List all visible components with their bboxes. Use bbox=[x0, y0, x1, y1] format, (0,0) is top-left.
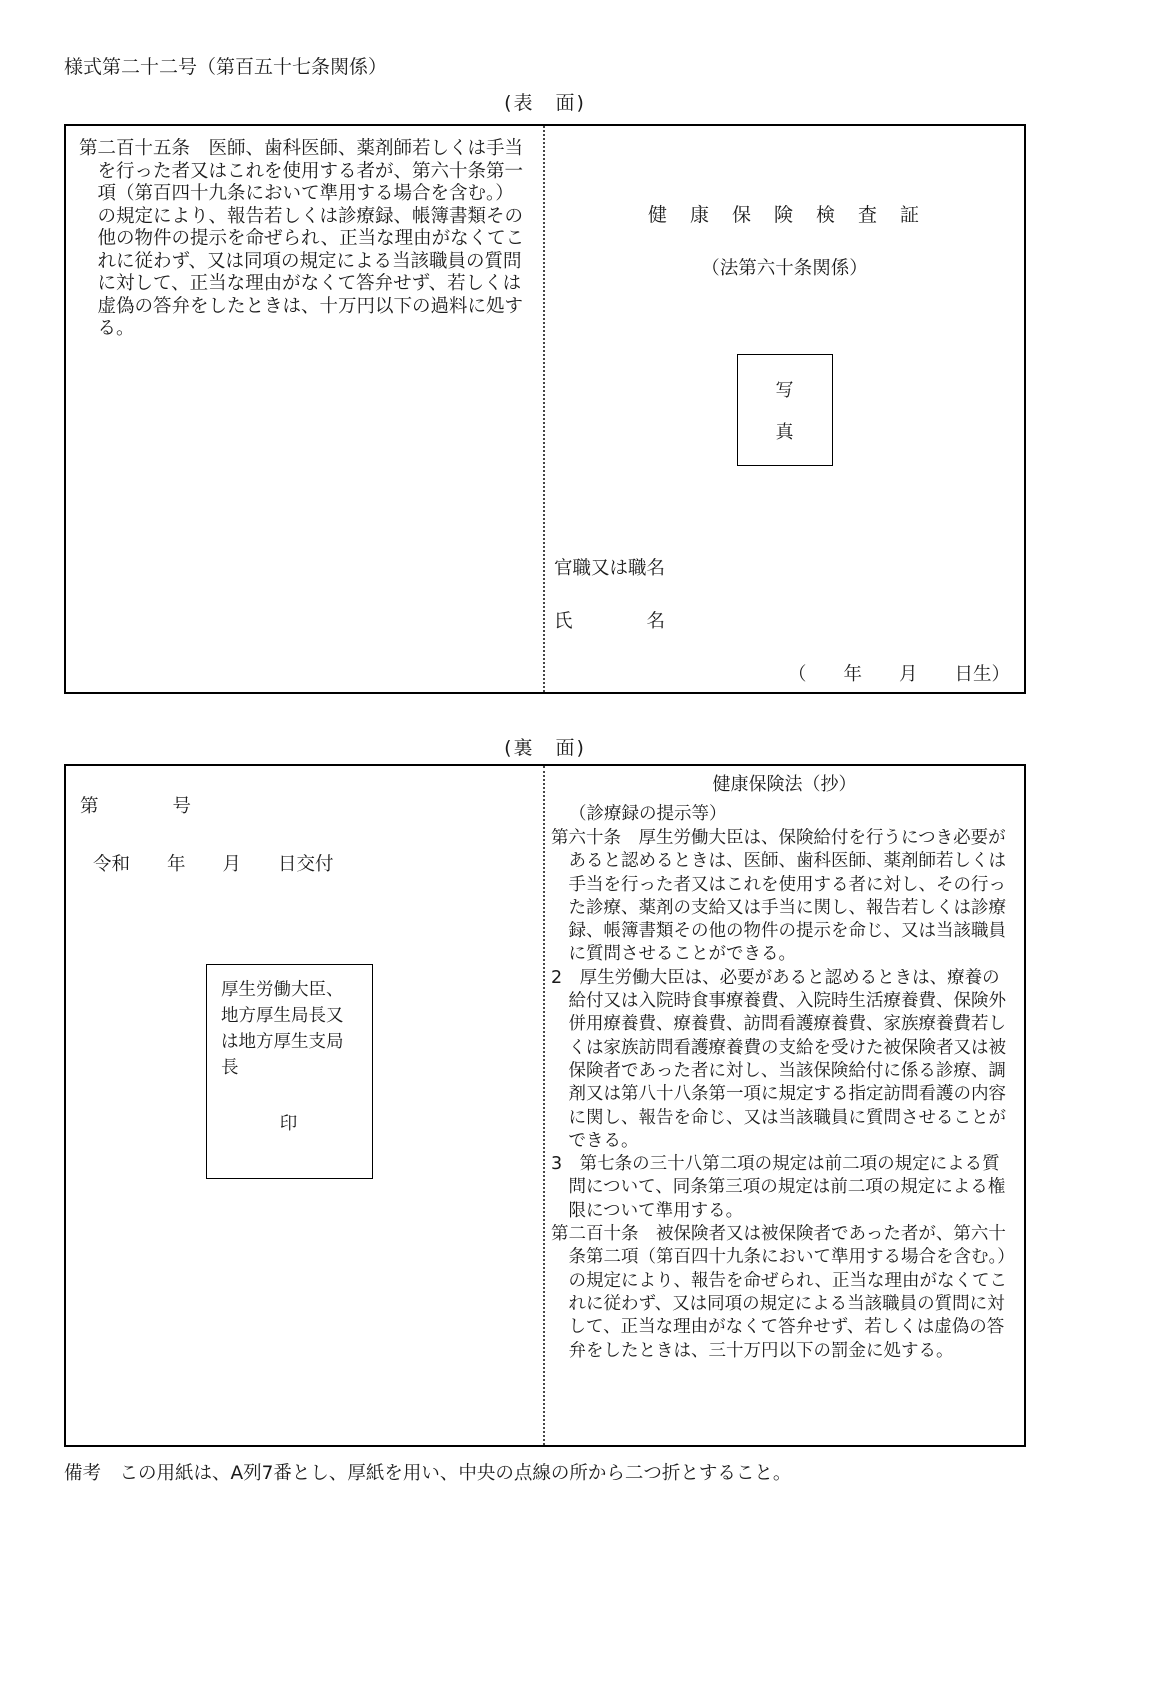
front-right-column bbox=[545, 126, 1024, 692]
certificate-number-line: 第 号 bbox=[80, 796, 192, 817]
form-number-title: 様式第二十二号（第百五十七条関係） bbox=[64, 56, 388, 78]
back-side-label: (裏 面) bbox=[504, 737, 586, 759]
penalty-clause-text: 第二百十五条 医師、歯科医師、薬剤師若しくは手当を行った者又はこれを使用する者が、第六十条第一項（第百四十九条において準用する場合を含む。）の規定により、報告若しくは診療録、帳簿書類その他の物件の提示を命ぜられ、正当な理由がなくてこれに従わず、又は同項の規定による当該職員の質問に対して、正当な理由がなくて答弁せず、若しくは虚偽の答弁をしたときは、十万円以下の過料に処する。 bbox=[79, 138, 525, 339]
law-body bbox=[545, 825, 1024, 1363]
back-left-column bbox=[66, 766, 545, 1445]
front-side-label: (表 面) bbox=[504, 92, 586, 114]
back-side-card bbox=[64, 764, 1026, 1447]
issuer-title-text: 厚生労働大臣、地方厚生局長又は地方厚生支局長 bbox=[221, 980, 344, 1078]
front-side-card bbox=[64, 124, 1026, 694]
certificate-subtitle: （法第六十条関係） bbox=[701, 258, 868, 279]
issue-date-line: 令和 年 月 日交付 bbox=[93, 854, 334, 875]
remark-note: 備考 この用紙は、A列7番とし、厚紙を用い、中央の点線の所から二つ折とすること。 bbox=[64, 1463, 792, 1484]
seal-mark: 印 bbox=[279, 1114, 298, 1134]
law-paragraph-2: 2 厚生労働大臣は、必要があると認めるときは、療養の給付又は入院時食事療養費、入院時生活療養費、保険外併用療養費、療養費、訪問看護療養費、家族療養費若しくは家族訪問看護療養費の支給を受けた被保険者又は被保険者であった者に対し、当該保険給付に係る診療、調剤又は第八十八条第一項に規定する指定訪問看護の内容に関し、報告を命じ、又は当該職員に質問させることができる。 bbox=[551, 967, 1006, 1151]
back-right-column bbox=[545, 766, 1024, 1445]
photo-placeholder-box bbox=[737, 354, 833, 466]
front-left-column bbox=[66, 126, 545, 692]
field-birthdate: （ 年 月 日生） bbox=[787, 664, 1010, 685]
field-name: 氏 名 bbox=[554, 611, 666, 632]
photo-label-top: 写 bbox=[775, 380, 794, 401]
issuer-seal-box bbox=[206, 964, 373, 1179]
certificate-title: 健 康 保 険 検 査 証 bbox=[647, 204, 921, 226]
law-paragraph-article210: 第二百十条 被保険者又は被保険者であった者が、第六十条第二項（第百四十九条において準用する場合を含む。）の規定により、報告を命ぜられ、正当な理由がなくてこれに従わず、又は同項の規定による当該職員の質問に対して、正当な理由がなくて答弁せず、若しくは虚偽の答弁をしたときは、三十万円以下の罰金に処する。 bbox=[551, 1224, 1015, 1361]
law-paragraph-article60: 第六十条 厚生労働大臣は、保険給付を行うにつき必要があると認めるときは、医師、歯科医師、薬剤師若しくは手当を行った者又はこれを使用する者に対し、その行った診療、薬剤の支給又は手当に関し、報告若しくは診療録、帳簿書類その他の物件の提示を命じ、又は当該職員に質問させることができる。 bbox=[551, 828, 1006, 965]
law-title: 健康保険法（抄） bbox=[712, 774, 857, 795]
field-official-position: 官職又は職名 bbox=[554, 558, 666, 579]
law-section-heading: （診療録の提示等） bbox=[569, 804, 727, 824]
law-paragraph-3: 3 第七条の三十八第二項の規定は前二項の規定による質問について、同条第三項の規定は前二項の規定による権限について準用する。 bbox=[551, 1154, 1006, 1221]
photo-label-bottom: 真 bbox=[775, 422, 794, 443]
